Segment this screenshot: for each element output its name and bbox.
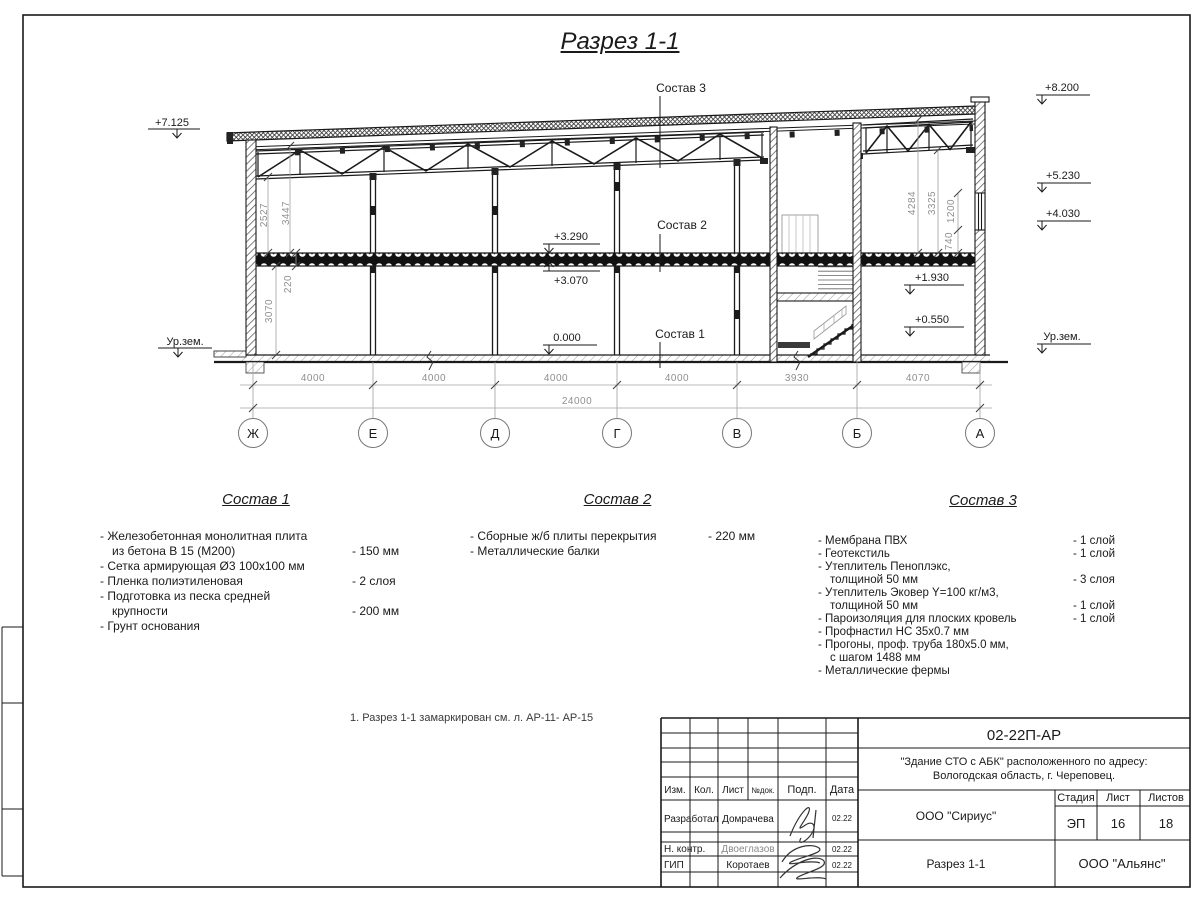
bay-dim: 4000 xyxy=(543,373,569,384)
layer-text: из бетона В 15 (М200) xyxy=(112,544,236,558)
list-item xyxy=(470,529,765,544)
stair-railing-grid xyxy=(782,215,818,257)
roof-deck xyxy=(227,106,975,141)
elev-landing-upper: +1.930 xyxy=(915,272,949,284)
layer-text: крупности xyxy=(112,604,168,618)
elev-slab-top: +3.290 xyxy=(554,231,588,243)
footing-right xyxy=(962,362,980,373)
list-item xyxy=(818,639,1148,652)
axis-bubble-g: Г xyxy=(613,426,621,441)
list-item xyxy=(818,587,1148,600)
elev-slab-bottom: +3.070 xyxy=(554,275,588,287)
layer-value: - 1 слой xyxy=(1073,535,1116,547)
page-title-text: Разрез 1-1 xyxy=(560,28,680,55)
roof xyxy=(227,106,975,154)
truss-left xyxy=(256,132,764,179)
list-item xyxy=(100,544,412,559)
elev-parapet: +8.200 xyxy=(1045,82,1079,94)
col-header-data: Дата xyxy=(829,784,855,796)
bottom-dimensions xyxy=(239,362,995,448)
row-date: 02.22 xyxy=(831,814,853,823)
elev-roof-left: +7.125 xyxy=(155,117,189,129)
list-item xyxy=(100,589,412,604)
row-name: Домрачева xyxy=(722,814,774,825)
axis-bubble-v: В xyxy=(732,426,742,441)
ground-slab xyxy=(214,351,1008,373)
title-block xyxy=(661,718,1190,887)
elev-zero: 0.000 xyxy=(553,332,581,344)
column-splices xyxy=(370,182,740,319)
layer-text: - Металлические фермы xyxy=(818,665,950,677)
col-header-ndoc: №док. xyxy=(751,786,775,795)
layer-text: с шагом 1488 мм xyxy=(830,652,921,664)
lower-flight-steps xyxy=(810,324,852,354)
stairwell xyxy=(777,215,854,357)
layer-text: - Сетка армирующая Ø3 100х100 мм xyxy=(100,559,305,573)
callout-sostav2: Состав 2 xyxy=(657,218,707,232)
footing-left xyxy=(246,362,264,373)
stage-value: ЭП xyxy=(1066,816,1086,831)
callout-sostav1: Состав 1 xyxy=(655,327,705,341)
list-item xyxy=(818,626,1148,639)
list-item xyxy=(818,600,1148,613)
row-role: ГИП xyxy=(664,860,684,871)
list-item xyxy=(100,559,412,574)
callout-sostav3: Состав 3 xyxy=(656,81,706,95)
list-item xyxy=(818,561,1148,574)
layer-text: толщиной 50 мм xyxy=(830,600,919,612)
project-name-line2: Вологодская область, г. Череповец. xyxy=(932,770,1116,782)
layer-value: - 3 слоя xyxy=(1073,574,1115,586)
col-header-list: Лист xyxy=(722,785,744,796)
list-item xyxy=(100,574,412,589)
layer-value: - 2 слоя xyxy=(352,574,396,588)
layer-value: - 1 слой xyxy=(1073,600,1116,612)
axis-bubble-e: Е xyxy=(368,426,378,441)
row-role: Разработал xyxy=(664,814,719,825)
dim-4284: 4284 xyxy=(907,190,918,216)
list-item xyxy=(100,619,412,634)
elev-window-sill: +4.030 xyxy=(1046,208,1080,220)
layer-text: толщиной 50 мм xyxy=(830,574,919,586)
layer-text: - Металлические балки xyxy=(470,544,600,558)
layer-text: - Пароизоляция для плоских кровель xyxy=(818,613,1017,625)
doc-number: 02-22П-АР xyxy=(986,727,1062,744)
layer-text: - Подготовка из песка средней xyxy=(100,589,271,603)
row-date: 02.22 xyxy=(831,861,853,870)
frame-side-cells xyxy=(2,627,23,876)
layer-value: - 1 слой xyxy=(1073,613,1116,625)
col-header-kol: Кол. xyxy=(694,785,714,796)
list-item xyxy=(100,604,412,619)
layer-text: - Прогоны, проф. труба 180х5.0 мм, xyxy=(818,639,1009,651)
company: ООО "Альянс" xyxy=(1078,856,1166,871)
sostav3-list xyxy=(818,494,1148,678)
list-item xyxy=(818,665,1148,678)
bay-dim: 4000 xyxy=(664,373,690,384)
layer-text: - Утеплитель Пеноплэкс, xyxy=(818,561,951,573)
window-opening xyxy=(975,193,985,230)
design-org: ООО "Сириус" xyxy=(915,809,997,823)
row-name: Коротаев xyxy=(726,860,770,871)
sheet-value: 16 xyxy=(1110,816,1126,831)
elev-ground-right: Ур.зем. xyxy=(1043,331,1081,343)
layer-text: - Мембрана ПВХ xyxy=(818,535,908,547)
dim-2527: 2527 xyxy=(259,202,270,228)
layer-value: - 1 слой xyxy=(1073,548,1116,560)
list-item xyxy=(100,529,412,544)
parapet-cap xyxy=(971,97,989,102)
axis-bubble-a: А xyxy=(975,426,985,441)
list-item xyxy=(818,548,1148,561)
sostav2-header: Состав 2 xyxy=(583,491,652,508)
layer-text: - Геотекстиль xyxy=(818,548,890,560)
col-header-izm: Изм. xyxy=(664,785,686,796)
sostav1-header: Состав 1 xyxy=(222,491,290,508)
sheet-title: Разрез 1-1 xyxy=(926,857,986,871)
dim-3070: 3070 xyxy=(264,298,275,324)
entrance-step xyxy=(214,351,246,357)
sheets-value: 18 xyxy=(1158,816,1174,831)
stair-landing xyxy=(777,293,853,301)
elev-window-top: +5.230 xyxy=(1046,170,1080,182)
row-name: Двоеглазов xyxy=(721,844,775,855)
dim-3447: 3447 xyxy=(281,200,292,226)
floor-slab xyxy=(246,253,985,266)
col-header-podp: Подп. xyxy=(787,784,817,796)
layer-text: - Грунт основания xyxy=(100,619,200,633)
total-dim: 24000 xyxy=(561,396,593,407)
wall-stair-left xyxy=(770,127,777,362)
wall-stair-right xyxy=(853,123,861,362)
layer-text: - Профнастил НС 35х0.7 мм xyxy=(818,626,969,638)
dim-220: 220 xyxy=(283,274,294,294)
layer-text: - Пленка полиэтиленовая xyxy=(100,574,243,588)
layer-text: - Железобетонная монолитная плита xyxy=(100,529,308,543)
dim-1200: 1200 xyxy=(946,198,957,224)
project-name-line1: "Здание СТО с АБК" расположенного по адресу: xyxy=(900,756,1148,768)
bay-dim: 3930 xyxy=(784,373,810,384)
dim-3325: 3325 xyxy=(927,190,938,216)
layer-text: - Сборные ж/б плиты перекрытия xyxy=(470,529,657,543)
stair-base xyxy=(778,342,810,348)
layer-value: - 150 мм xyxy=(352,544,400,558)
sostav1-list xyxy=(100,492,412,634)
page-title xyxy=(40,28,1200,56)
list-item xyxy=(818,613,1148,626)
axis-bubble-b: Б xyxy=(852,426,862,441)
signature-2 xyxy=(780,846,826,879)
wall-left xyxy=(246,140,256,355)
sostav2-list xyxy=(470,492,765,559)
layer-value: - 220 мм xyxy=(708,529,756,543)
stage-label: Стадия xyxy=(1057,792,1095,804)
drawing-note: 1. Разрез 1-1 замаркирован см. л. АР-11- АР-15 xyxy=(350,712,594,724)
sostav3-header: Состав 3 xyxy=(949,492,1017,509)
layer-value: - 200 мм xyxy=(352,604,400,618)
axis-bubble-zh: Ж xyxy=(246,426,260,441)
list-item xyxy=(818,574,1148,587)
roof-edge-cap xyxy=(227,132,233,144)
list-item xyxy=(818,535,1148,548)
list-item xyxy=(470,544,765,559)
elev-ground-left: Ур.зем. xyxy=(166,336,204,348)
bay-dim: 4070 xyxy=(905,373,931,384)
axis-bubble-d: Д xyxy=(490,426,500,441)
bay-dim: 4000 xyxy=(300,373,326,384)
signature-1 xyxy=(790,808,816,843)
dim-740: 740 xyxy=(944,231,955,251)
row-date: 02.22 xyxy=(831,845,853,854)
row-role: Н. контр. xyxy=(664,844,706,855)
sheet-label: Лист xyxy=(1106,792,1130,804)
list-item xyxy=(818,652,1148,665)
elev-landing-lower: +0.550 xyxy=(915,314,949,326)
bay-dim: 4000 xyxy=(421,373,447,384)
layer-text: - Утеплитель Эковер Y=100 кг/м3, xyxy=(818,587,999,599)
sheets-label: Листов xyxy=(1148,792,1184,804)
